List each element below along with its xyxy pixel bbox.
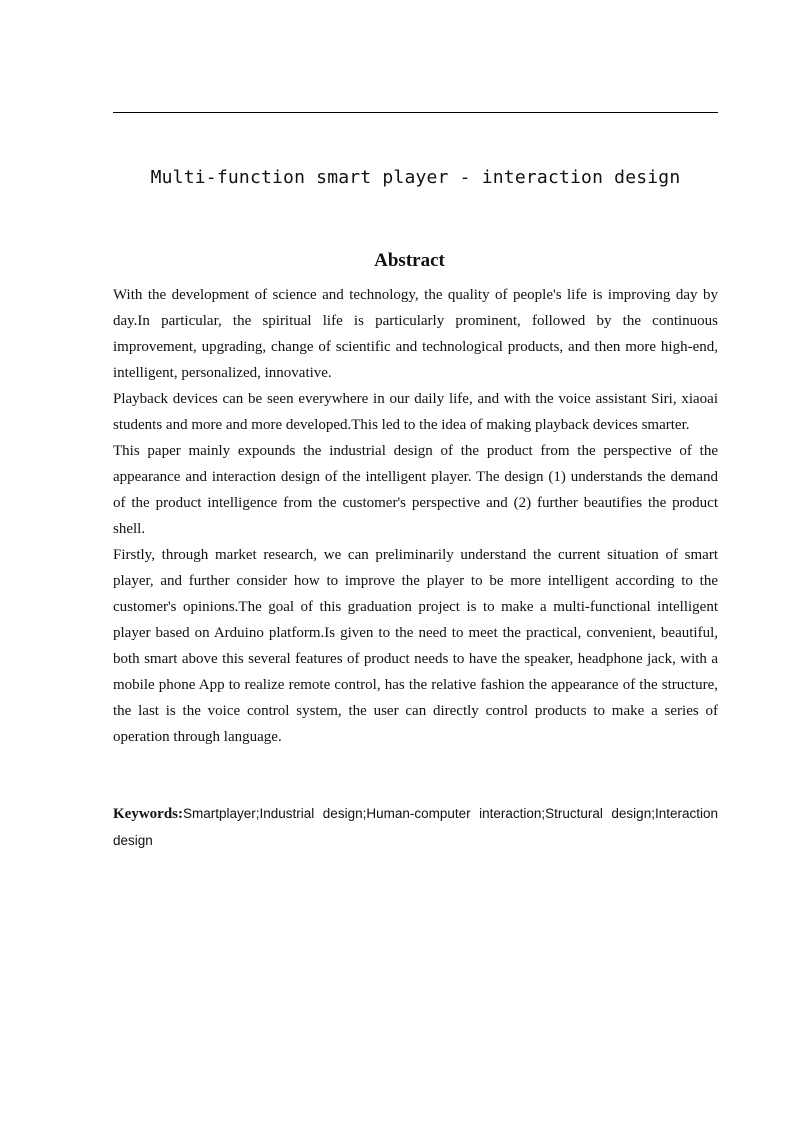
abstract-paragraph: Playback devices can be seen everywhere in our daily life, and with the voice assistant Siri, xiaoai students and more and more developed.This led to the idea of making playback devices smarter. xyxy=(113,391,718,433)
keywords-section xyxy=(113,801,718,855)
keywords-text: Smartplayer;Industrial design;Human-computer interaction;Structural design;Interaction design xyxy=(113,806,718,848)
abstract-heading: Abstract xyxy=(374,250,445,271)
abstract-body xyxy=(113,282,718,750)
header-rule xyxy=(113,112,718,113)
abstract-paragraph: Firstly, through market research, we can preliminarily understand the current situation of smart player, and further consider how to improve the player to be more intelligent according to the customer's opinions.The goal of this graduation project is to make a multi-functional intelligent player based on Arduino platform.Is given to the need to meet the practical, convenient, beautiful, both smart above this several features of product needs to have the speaker, headphone jack, with a mobile phone App to realize remote control, has the relative fashion the appearance of the structure, the last is the voice control system, the user can directly control products to make a series of operation through language. xyxy=(113,547,718,745)
abstract-paragraph: This paper mainly expounds the industrial design of the product from the perspective of the appearance and interaction design of the intelligent player. The design (1) understands the demand of the product intelligence from the customer's perspective and (2) further beautifies the product shell. xyxy=(113,443,718,537)
keywords-label: Keywords: xyxy=(113,806,183,822)
abstract-paragraph: With the development of science and technology, the quality of people's life is improving day by day.In particular, the spiritual life is particularly prominent, followed by the continuous improvement, upgrading, change of scientific and technological products, and then more high-end, intelligent, personalized, innovative. xyxy=(113,287,718,381)
document-title: Multi-function smart player - interaction design xyxy=(150,167,681,188)
